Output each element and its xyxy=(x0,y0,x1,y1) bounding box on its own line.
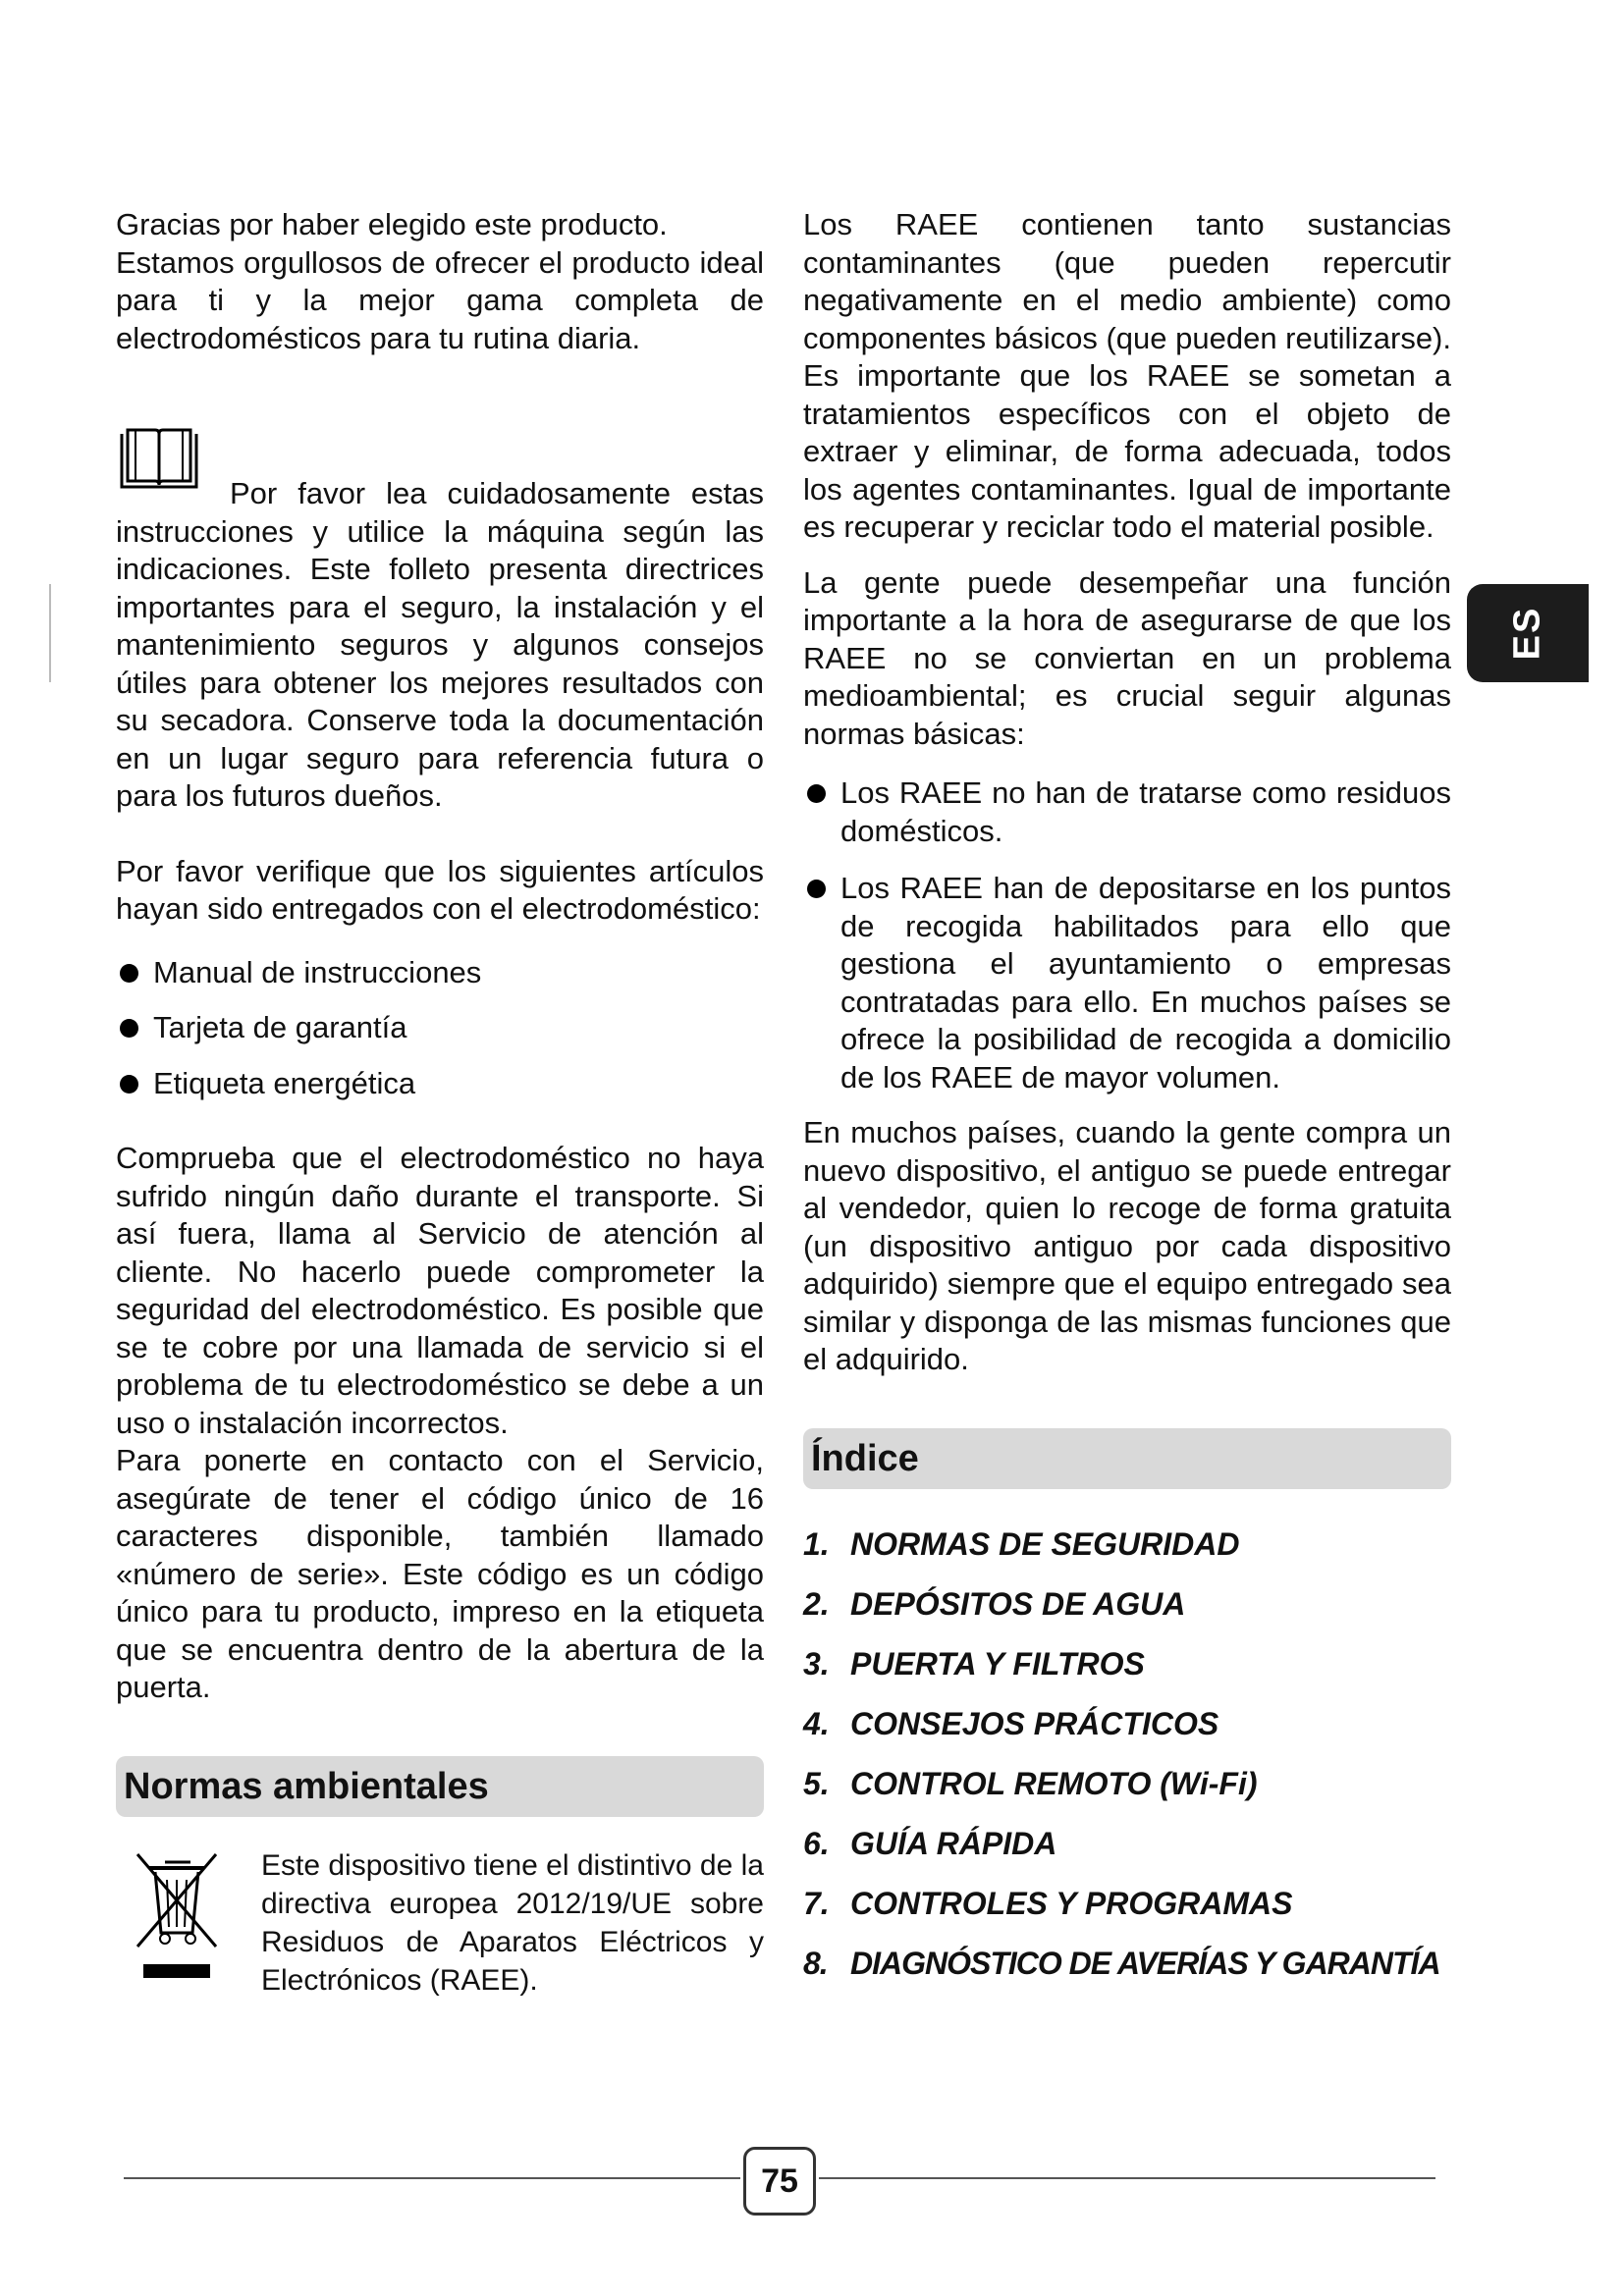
open-book-icon xyxy=(116,426,202,497)
list-item: Los RAEE han de depositarse en los puntos de recogida habilitados para ello que gestiona el ayuntamiento o empresas contratadas para ello. En muchos países se ofrece la posibilidad de recogida a domicilio de los RAEE de mayor volumen. xyxy=(803,870,1451,1096)
crossed-bin-icon xyxy=(135,1848,218,1994)
verify-items-text: Por favor verifique que los siguientes artículos hayan sido entregados con el electrodoméstico: xyxy=(116,853,764,926)
bullet-icon xyxy=(807,784,826,803)
right-column xyxy=(803,206,1451,2003)
env-section-heading: Normas ambientales xyxy=(116,1756,764,1817)
toc-item[interactable]: 8. DIAGNÓSTICO DE AVERÍAS Y GARANTÍA xyxy=(803,1945,1440,1981)
page-number: 75 xyxy=(743,2147,816,2216)
bullet-icon xyxy=(807,880,826,898)
intro-pride: Estamos orgullosos de ofrecer el producto ideal para ti y la mejor gama completa de electrodomésticos para tu rutina diaria. xyxy=(116,244,764,355)
list-item: Manual de instrucciones xyxy=(116,954,764,992)
bullet-icon xyxy=(120,964,138,983)
raee-return-text: En muchos países, cuando la gente compra un nuevo dispositivo, el antiguo se puede entregar al vendedor, quien lo recoge de forma gratuita (un dispositivo antiguo por cada dispositivo adquirido) siempre que el equipo entregado sea similar y disponga de las mismas funciones que el adquirido. xyxy=(803,1115,1451,1376)
weee-text: Este dispositivo tiene el distintivo de la directiva europea 2012/19/UE sobre Residuos de Aparatos Eléctricos y Electrónicos (RAEE). xyxy=(261,1848,764,1997)
raee-rules-list xyxy=(803,774,1451,1096)
toc-item[interactable]: 4. CONSEJOS PRÁCTICOS xyxy=(803,1705,1219,1741)
list-item: Etiqueta energética xyxy=(116,1065,764,1103)
toc-item[interactable]: 2. DEPÓSITOS DE AGUA xyxy=(803,1585,1186,1622)
toc-item[interactable]: 3. PUERTA Y FILTROS xyxy=(803,1645,1145,1682)
toc-item[interactable]: 1. NORMAS DE SEGURIDAD xyxy=(803,1525,1240,1562)
margin-mark xyxy=(49,584,51,682)
language-tab-label: ES xyxy=(1506,606,1548,661)
bullet-icon xyxy=(120,1019,138,1038)
toc-item[interactable]: 7. CONTROLES Y PROGRAMAS xyxy=(803,1885,1293,1921)
left-column xyxy=(116,206,764,2003)
list-item: Los RAEE no han de tratarse como residuos domésticos. xyxy=(803,774,1451,850)
raee-substances-text: Los RAEE contienen tanto sustancias contaminantes (que pueden repercutir negativamente en el medio ambiente) como componentes básicos (que pueden reutilizarse). Es importante que los RAEE se sometan a tratamientos específicos con el objeto de extraer y eliminar, de forma adecuada, todos los agentes contaminantes. Igual de importante es recuperar y reciclar todo el material posible. xyxy=(803,207,1451,544)
footer-rule-right xyxy=(819,2177,1435,2179)
transport-check-text: Comprueba que el electrodoméstico no haya sufrido ningún daño durante el transporte. Si así fuera, llama al Servicio de atención al cliente. No hacerlo puede comprometer la seguridad del electrodoméstico. Es posible que se te cobre por una llamada de servicio si el problema de tu electrodoméstico se debe a un uso o instalación incorrectos. xyxy=(116,1141,764,1440)
index-heading: Índice xyxy=(803,1428,1451,1489)
footer-rule-left xyxy=(124,2177,740,2179)
toc-item[interactable]: 6. GUÍA RÁPIDA xyxy=(803,1825,1057,1861)
raee-role-text: La gente puede desempeñar una función importante a la hora de asegurarse de que los RAEE no se conviertan en un problema medioambiental; es crucial seguir algunas normas básicas: xyxy=(803,564,1451,751)
bullet-icon xyxy=(120,1075,138,1094)
read-instructions-text: Por favor lea cuidadosamente estas instrucciones y utilice la máquina según las indicaciones. Este folleto presenta directrices importantes para el seguro, la instalación y el mantenimiento seguros y algunos consejos útiles para obtener los mejores resultados con su secadora. Conserve toda la documentación en un lugar seguro para referencia futura o para los futuros dueños. xyxy=(116,476,764,813)
toc-item[interactable]: 5. CONTROL REMOTO (Wi-Fi) xyxy=(803,1765,1258,1801)
weee-notice xyxy=(116,1846,764,2003)
read-instructions-block xyxy=(116,426,764,816)
language-tab xyxy=(1467,584,1589,682)
list-item: Tarjeta de garantía xyxy=(116,1009,764,1047)
service-contact-text: Para ponerte en contacto con el Servicio, asegúrate de tener el código único de 16 caracteres disponible, también llamado «número de serie». Este código es un código único para tu producto, impreso en la etiqueta que se encuentra dentro de la abertura de la puerta. xyxy=(116,1443,764,1704)
delivered-items-list xyxy=(116,954,764,1103)
table-of-contents xyxy=(803,1524,1451,1983)
intro-thanks: Gracias por haber elegido este producto. xyxy=(116,207,668,241)
